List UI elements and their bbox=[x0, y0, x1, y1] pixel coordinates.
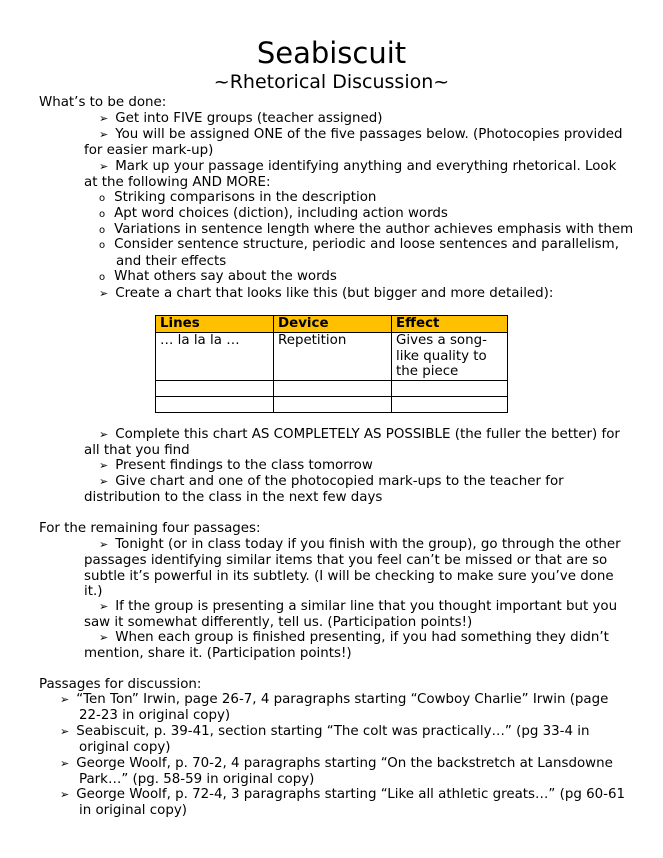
arrow-bullet-icon: ➢ bbox=[99, 475, 109, 488]
sub-list-item: o Variations in sentence length where the author achieves emphasis with them bbox=[99, 222, 634, 237]
list-item: ➢ You will be assigned ONE of the five passages below. (Photocopies provided for easier mark-up) bbox=[84, 127, 623, 158]
table-header-lines: Lines bbox=[156, 316, 274, 333]
table-cell-effect: Gives a song- like quality to the piece bbox=[392, 333, 508, 381]
table-cell-lines: … la la la … bbox=[156, 333, 274, 381]
example-chart-table bbox=[155, 315, 508, 413]
list-item: ➢ Give chart and one of the photocopied mark-ups to the teacher for distribution to the class in the next few days bbox=[84, 474, 564, 505]
arrow-bullet-icon: ➢ bbox=[99, 287, 109, 300]
arrow-bullet-icon: ➢ bbox=[99, 538, 109, 551]
arrow-bullet-icon: ➢ bbox=[99, 600, 109, 613]
sub-list-item: o Apt word choices (diction), including action words bbox=[99, 206, 448, 221]
arrow-bullet-icon: ➢ bbox=[60, 693, 70, 706]
list-item: ➢ Get into FIVE groups (teacher assigned) bbox=[99, 111, 383, 126]
arrow-bullet-icon: ➢ bbox=[60, 725, 70, 738]
arrow-bullet-icon: ➢ bbox=[60, 757, 70, 770]
list-item: ➢ When each group is finished presenting, if you had something they didn’t mention, share it. (Participation points!) bbox=[84, 630, 609, 661]
table-row-empty bbox=[156, 380, 508, 396]
passage-item: ➢ “Ten Ton” Irwin, page 26-7, 4 paragraphs starting “Cowboy Charlie” Irwin (page 22-23 in original copy) bbox=[60, 692, 609, 723]
passage-item: ➢ George Woolf, p. 70-2, 4 paragraphs starting “On the backstretch at Lansdowne Park…” (pg. 58-59 in original copy) bbox=[60, 756, 613, 787]
arrow-bullet-icon: ➢ bbox=[99, 428, 109, 441]
table-header-effect: Effect bbox=[392, 316, 508, 333]
arrow-bullet-icon: ➢ bbox=[99, 631, 109, 644]
table-header-device: Device bbox=[274, 316, 392, 333]
arrow-bullet-icon: ➢ bbox=[99, 160, 109, 173]
list-item: ➢ Complete this chart AS COMPLETELY AS POSSIBLE (the fuller the better) for all that you find bbox=[84, 427, 620, 458]
arrow-bullet-icon: ➢ bbox=[60, 788, 70, 801]
table-row-empty bbox=[156, 396, 508, 412]
list-item: ➢ Mark up your passage identifying anything and everything rhetorical. Look at the following AND MORE: bbox=[84, 159, 617, 190]
circle-bullet-icon: o bbox=[99, 240, 106, 251]
section-heading-passages: Passages for discussion: bbox=[39, 677, 202, 692]
arrow-bullet-icon: ➢ bbox=[99, 128, 109, 141]
sub-list-item: o What others say about the words bbox=[99, 269, 337, 284]
arrow-bullet-icon: ➢ bbox=[99, 112, 109, 125]
sub-list-item: o Consider sentence structure, periodic and loose sentences and parallelism, and their effects bbox=[99, 237, 619, 269]
list-item: ➢ If the group is presenting a similar line that you thought important but you saw it somewhat differently, tell us. (Participation points!) bbox=[84, 599, 618, 630]
table-cell-device: Repetition bbox=[274, 333, 392, 381]
sub-list-item: o Striking comparisons in the description bbox=[99, 190, 377, 205]
arrow-bullet-icon: ➢ bbox=[99, 459, 109, 472]
circle-bullet-icon: o bbox=[99, 272, 106, 283]
circle-bullet-icon: o bbox=[99, 193, 106, 204]
passage-item: ➢ Seabiscuit, p. 39-41, section starting “The colt was practically…” (pg 33-4 in original copy) bbox=[60, 724, 590, 755]
circle-bullet-icon: o bbox=[99, 209, 106, 220]
passage-item: ➢ George Woolf, p. 72-4, 3 paragraphs starting “Like all athletic greats…” (pg 60-61 in original copy) bbox=[60, 787, 625, 818]
section-heading-remaining: For the remaining four passages: bbox=[39, 521, 261, 536]
list-item: ➢ Create a chart that looks like this (but bigger and more detailed): bbox=[99, 286, 554, 301]
list-item: ➢ Tonight (or in class today if you finish with the group), go through the other passages identifying similar items that you feel can’t be missed or that are so subtle it’s powerful in its subtlety. (I will be checking to make sure you’ve done it.) bbox=[84, 537, 621, 600]
table-row bbox=[156, 333, 508, 381]
list-item: ➢ Present findings to the class tomorrow bbox=[99, 458, 373, 473]
circle-bullet-icon: o bbox=[99, 225, 106, 236]
section-heading-todo: What’s to be done: bbox=[39, 95, 167, 110]
page-title: Seabiscuit bbox=[256, 36, 407, 70]
page-subtitle: ~Rhetorical Discussion~ bbox=[213, 71, 450, 93]
